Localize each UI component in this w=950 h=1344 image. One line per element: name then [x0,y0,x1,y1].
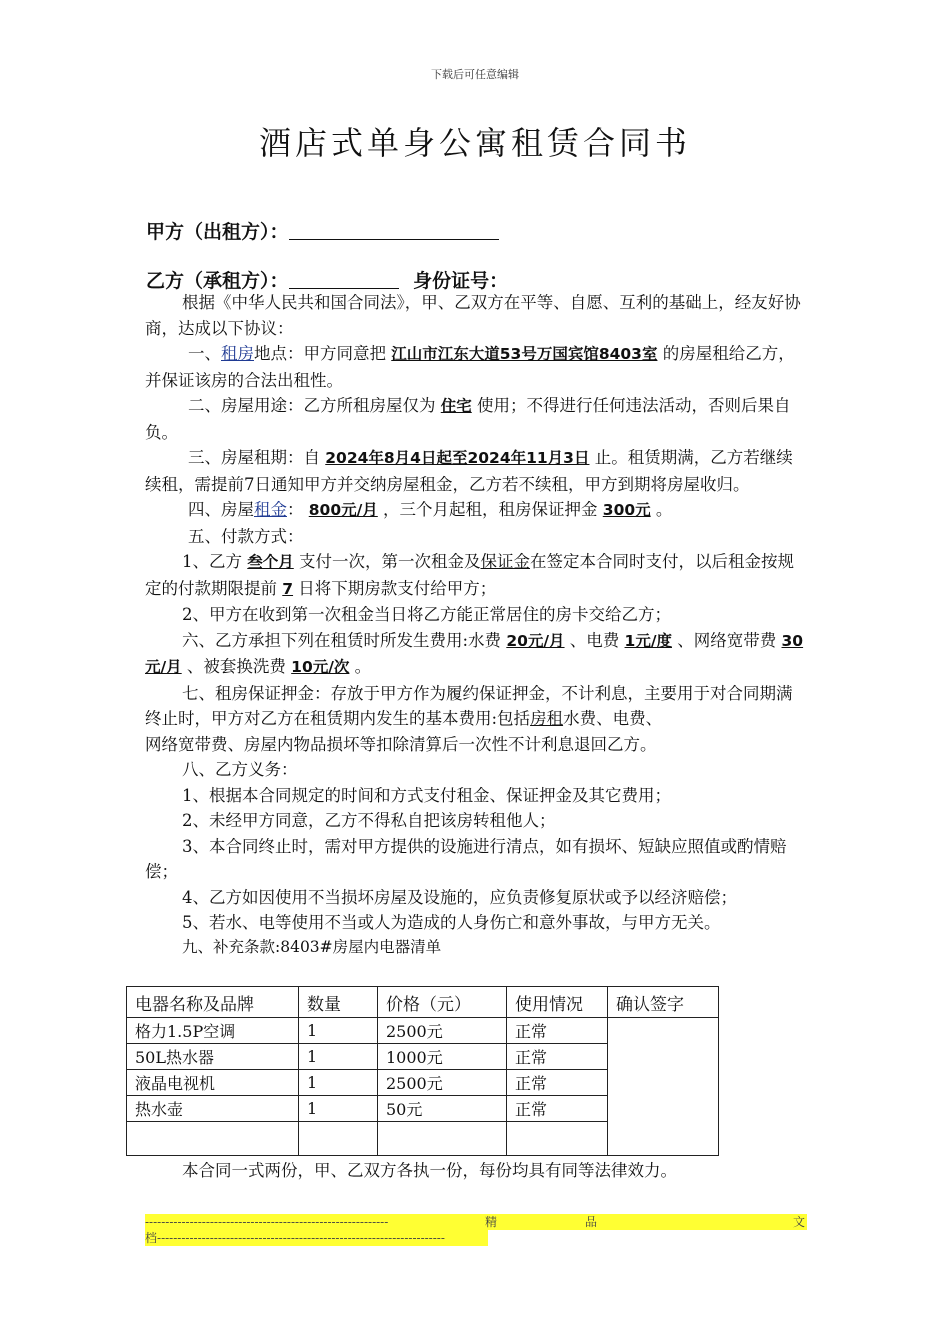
table-cell[interactable] [507,1122,608,1156]
header-note: 下载后可任意编辑 [431,68,519,81]
clause-8-heading: 八、乙方义务： [182,760,298,779]
footer-word-3: 文 [793,1215,806,1229]
rent-fill: 800元/月 [308,501,378,519]
deposit-term: 保证金 [480,552,531,571]
table-cell: 格力1.5P空调 [127,1018,299,1044]
house-rent-term: 房租 [530,709,564,728]
table-cell: 正常 [507,1070,608,1096]
clause-2-post: 使用；不得进行任何违法活动，否则后果自负。 [145,396,791,442]
clause-3-text: 三、房屋租期：自 [188,448,320,467]
address-fill: 江山市江东大道53号万国宾馆8403室 [391,345,658,363]
table-cell: 液晶电视机 [127,1070,299,1096]
clause-4-text: 四、房屋 [188,500,254,519]
table-cell: 2500元 [378,1070,507,1096]
footer-word-2: 品 [585,1215,598,1229]
rental-link[interactable]: 租房 [221,344,254,363]
table-cell: 1000元 [378,1044,507,1070]
party-a-line [146,217,499,244]
table-cell: 50元 [378,1096,507,1122]
laundry-fee-fill: 10元/次 [291,658,350,676]
id-number-label: 身份证号： [413,270,509,292]
clause-6-mid3: 、被套换洗费 [186,657,286,676]
contract-body [145,290,807,958]
closing-statement: 本合同一式两份，甲、乙双方各执一份，每份均具有同等法律效力。 [182,1161,677,1180]
clause-4-post: 。 [655,500,673,519]
party-b-label: 乙方（承租方）： [146,270,289,292]
clause-1 [145,341,807,393]
usage-fill: 住宅 [440,397,472,415]
clause-5-item-2: 2、甲方在收到第一次租金当日将乙方能正常居住的房卡交给乙方； [182,605,671,624]
table-cell: 2500元 [378,1018,507,1044]
table-cell: 1 [299,1044,378,1070]
clause-8-item-1: 1、根据本合同规定的时间和方式支付租金、保证押金及其它费用； [182,785,671,805]
clause-1-post: 的房屋租给乙方，并保证该房的合法出租性。 [145,344,795,390]
clause-5-item-1-mid: 支付一次，第一次租金及 [299,552,481,571]
intro-paragraph: 根据《中华人民共和国合同法》，甲、乙双方在平等、自愿、互利的基础上，经友好协商，达成以下协议： [145,293,801,338]
party-a-blank[interactable] [289,221,499,240]
deposit-fill: 300元 [602,501,651,519]
clause-6-mid1: 、电费 [569,630,620,650]
clause-4-colon: ： [287,500,304,519]
footer-word-4: 档 [145,1231,158,1245]
party-b-blank[interactable] [289,270,399,289]
table-cell[interactable] [299,1122,378,1156]
header-condition: 使用情况 [507,987,608,1018]
clause-2 [145,393,807,445]
clause-9-heading: 九、补充条款:8403#房屋内电器清单 [182,937,442,956]
rent-link[interactable]: 租金 [254,500,287,519]
page-title: 酒店式单身公寓租赁合同书 [258,124,691,162]
party-b-line [146,266,508,293]
clause-1-prefix: 一、 [188,344,221,363]
clause-3-post: 止。租赁期满，乙方若继续续租，需提前7日通知甲方并交纳房屋租金，乙方若不续租，甲方到期将房屋收归。 [145,448,793,494]
clause-5-heading: 五、付款方式： [188,526,304,546]
signature-cell[interactable] [608,1018,719,1156]
clause-2-text: 二、房屋用途：乙方所租房屋仅为 [188,396,436,415]
clause-6 [145,628,807,681]
header-quantity: 数量 [299,987,378,1018]
term-fill: 2024年8月4日起至2024年11月3日 [325,449,590,467]
clause-5-item-1-mid2: 在签定本合同时支付，以后租金按规定的付款期限提前 [145,552,795,598]
footer-highlight [420,1214,807,1230]
clause-5-item-1-text: 1、乙方 [182,552,242,571]
clause-5-item-1 [145,549,807,602]
clause-8-item-5: 5、若水、电等使用不当或人为造成的人身伤亡和意外事故，与甲方无关。 [182,913,721,932]
table-row [127,1018,719,1044]
electric-fee-fill: 1元/度 [624,631,672,650]
clause-8-item-4: 4、乙方如因使用不当损坏房屋及设施的，应负责修复原状或予以经济赔偿； [182,887,737,907]
table-header-row [127,987,719,1018]
header-price: 价格（元） [378,987,507,1018]
table-cell: 1 [299,1096,378,1122]
clause-4 [145,497,807,524]
clause-6-mid2: 、网络宽带费 [677,630,777,650]
clause-3 [145,445,807,497]
footer-dashes-1: ------------------------------------------------------------ [145,1214,420,1230]
table-cell: 正常 [507,1096,608,1122]
table-cell[interactable] [378,1122,507,1156]
clause-8-item-2: 2、未经甲方同意，乙方不得私自把该房转租他人； [182,811,556,830]
payment-period-fill: 叁个月 [247,553,294,571]
clause-7-line-2: 网络宽带费、房屋内物品损坏等扣除清算后一次性不计利息退回乙方。 [145,734,657,754]
clause-8-item-3: 3、本合同终止时，需对甲方提供的设施进行清点，如有损坏、短缺应照值或酌情赔偿； [145,836,787,881]
appliance-table [126,986,719,1156]
clause-4-mid: ，三个月起租，租房保证押金 [383,500,598,519]
table-cell: 1 [299,1070,378,1096]
internet-fee-fill: 30元/月 [145,631,804,676]
footer-word-1: 精 [485,1215,498,1229]
footer-dashes-2: ----------------------------------------------------------------------- [157,1231,445,1245]
footer-line-2 [145,1230,488,1246]
clause-7-text: 七、租房保证押金：存放于甲方作为履约保证押金，不计利息，主要用于对合同期满终止时，甲方对乙方在租赁期内发生的基本费用:包括 [145,683,793,728]
clause-5-item-1-post: 日将下期房款支付给甲方； [298,578,497,598]
advance-days-fill: 7 [282,579,294,598]
clause-7 [145,681,807,732]
clause-6-text: 六、乙方承担下列在租赁时所发生费用:水费 [182,630,502,650]
clause-6-post: 。 [354,657,372,676]
table-cell: 热水壶 [127,1096,299,1122]
table-cell: 正常 [507,1018,608,1044]
table-cell: 50L热水器 [127,1044,299,1070]
clause-1-text: 地点：甲方同意把 [254,344,386,363]
footer-line-1 [145,1214,807,1230]
water-fee-fill: 20元/月 [506,631,565,650]
header-signature: 确认签字 [608,987,719,1018]
table-cell[interactable] [127,1122,299,1156]
clause-7-post: 水费、电费、 [563,709,663,728]
header-appliance: 电器名称及品牌 [127,987,299,1018]
table-cell: 1 [299,1018,378,1044]
table-cell: 正常 [507,1044,608,1070]
party-a-label: 甲方（出租方）： [146,221,289,243]
